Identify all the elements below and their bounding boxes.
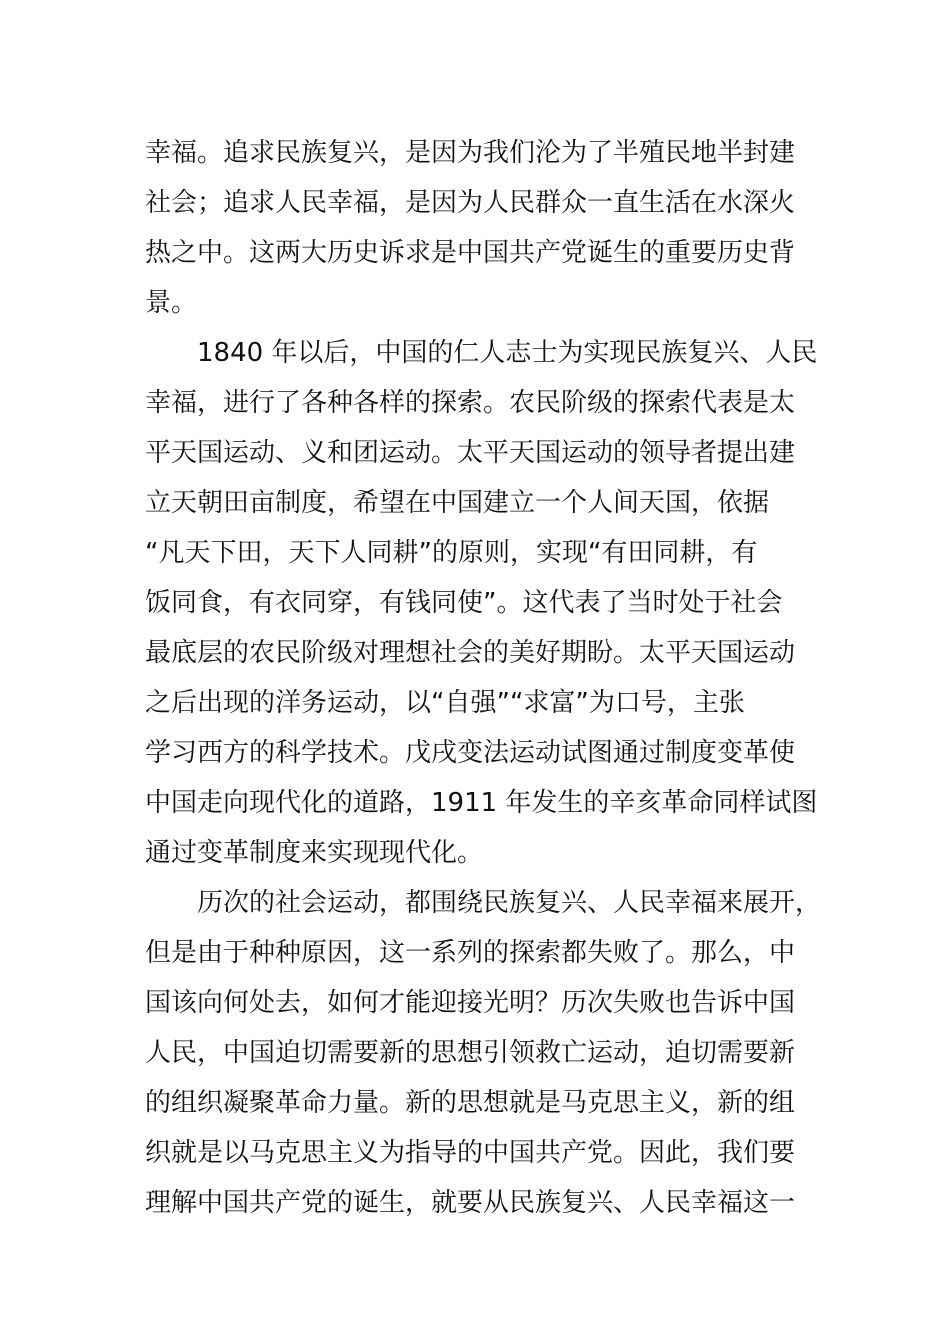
- text-line: 景。: [145, 288, 198, 318]
- text-line: 饭同食，有衣同穿，有钱同使”。这代表了当时处于社会: [145, 588, 783, 618]
- paragraph-first-line: 1840 年以后，中国的仁人志士为实现民族复兴、人民: [197, 338, 818, 368]
- text-line: 但是由于种种原因，这一系列的探索都失败了。那么，中: [145, 938, 796, 968]
- text-line: 理解中国共产党的诞生，就要从民族复兴、人民幸福这一: [145, 1188, 796, 1218]
- text-line: 最底层的农民阶级对理想社会的美好期盼。太平天国运动: [145, 638, 796, 668]
- body-text: [145, 128, 835, 1228]
- text-line: 人民，中国迫切需要新的思想引领救亡运动，迫切需要新: [145, 1038, 796, 1068]
- text-line: 幸福。追求民族复兴，是因为我们沦为了半殖民地半封建: [145, 138, 796, 168]
- text-line: 社会；追求人民幸福，是因为人民群众一直生活在水深火: [145, 188, 796, 218]
- text-line: 平天国运动、义和团运动。太平天国运动的领导者提出建: [145, 438, 796, 468]
- paragraph-first-line: 历次的社会运动，都围绕民族复兴、人民幸福来展开，: [197, 888, 822, 918]
- text-line: 之后出现的洋务运动，以“自强”“求富”为口号，主张: [145, 688, 745, 718]
- text-line: 的组织凝聚革命力量。新的思想就是马克思主义，新的组: [145, 1088, 796, 1118]
- text-line: 热之中。这两大历史诉求是中国共产党诞生的重要历史背: [145, 238, 796, 268]
- text-line: 中国走向现代化的道路，1911 年发生的辛亥革命同样试图: [145, 788, 818, 818]
- text-line: 立天朝田亩制度，希望在中国建立一个人间天国，依据: [145, 488, 770, 518]
- text-line: 国该向何处去，如何才能迎接光明？历次失败也告诉中国: [145, 988, 796, 1018]
- text-line: 幸福，进行了各种各样的探索。农民阶级的探索代表是太: [145, 388, 796, 418]
- text-line: 学习西方的科学技术。戊戌变法运动试图通过制度变革使: [145, 738, 796, 768]
- text-line: 通过变革制度来实现现代化。: [145, 838, 484, 868]
- text-line: 织就是以马克思主义为指导的中国共产党。因此，我们要: [145, 1138, 796, 1168]
- text-line: “凡天下田，天下人同耕”的原则，实现“有田同耕，有: [145, 538, 758, 568]
